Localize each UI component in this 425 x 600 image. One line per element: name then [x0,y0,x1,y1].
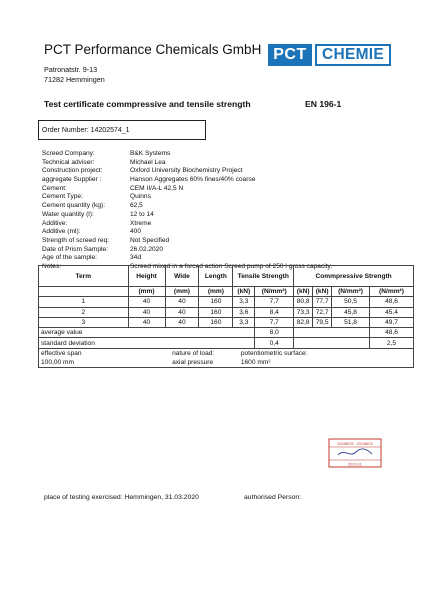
header-length: Length [199,266,233,287]
table-header-row [39,266,414,287]
info-row [42,211,332,220]
unit-cell: (N/mm²) [332,287,370,297]
info-label: Screed Company: [42,150,95,157]
average-label: average value [39,328,255,338]
stddev-tensile: 0,4 [255,338,294,348]
place-of-testing: place of testing exercised: Hemmingen, 31.03.2020 [44,494,199,501]
info-label: Cement quantity (kg): [42,202,106,210]
cell-comp-nmm-corr: 48,6 [370,297,414,307]
address-city: 71282 Hemmingen [44,75,105,84]
document-title: Test certificate commpressive and tensile strength [44,99,251,109]
company-name: PCT Performance Chemicals GmbH [44,42,262,57]
table-row [39,317,414,327]
strength-table [38,262,414,368]
spec-label-row [39,348,414,358]
info-row [42,202,332,211]
cell-comp-kn-a: 80,8 [294,297,313,307]
header-compressive: Commpressive Strength [294,266,414,287]
average-row [39,328,414,338]
info-label: Date of Prism Sample: [42,245,108,253]
info-row [42,167,332,176]
cell-tensile-nmm: 8,4 [255,307,294,317]
cell-comp-kn-b: 77,7 [313,297,332,307]
logo-pct: PCT [268,44,312,66]
info-value: Xtreme [130,219,152,227]
cell-comp-nmm-corr: 49,7 [370,317,414,327]
cell-tensile-kn: 3,6 [233,307,255,317]
stddev-compressive: 2,5 [370,338,414,348]
cell-wide: 40 [165,297,199,307]
unit-cell: (N/mm²) [370,287,414,297]
load-value: axial pressure [128,358,233,368]
address-street: Patronatstr. 9-13 [44,65,98,74]
cell-wide: 40 [165,307,199,317]
cell-height: 40 [128,297,165,307]
cell-comp-kn-a: 73,3 [294,307,313,317]
info-label: Construction project: [42,167,103,175]
info-value: B&K Systems [130,150,171,157]
info-label: Additive (ml): [42,228,81,236]
info-value: 12 to 14 [130,210,154,218]
info-value: Oxford University Biochemistry Project [130,167,243,175]
surface-label: potentiometric surface: [233,348,414,358]
cell-height: 40 [128,307,165,317]
info-label: Water quantity (l): [42,210,94,218]
unit-cell: (kN) [313,287,332,297]
info-label: Cement Type: [42,193,83,201]
cell-tensile-nmm: 7,7 [255,297,294,307]
info-row [42,185,332,194]
unit-cell: (mm) [165,287,199,297]
info-value: Michael Lea [130,158,166,166]
info-value: 62,5 [130,202,143,210]
unit-cell: (mm) [199,287,233,297]
average-tensile: 8,0 [255,328,294,338]
info-value: 26.02.2020 [130,245,164,253]
cell-comp-nmm: 45,8 [332,307,370,317]
cell-wide: 40 [165,317,199,327]
info-value: Hanson Aggregates 60% fines/40% coarse [130,176,256,184]
order-number: Order Number: 14202574_1 [42,127,130,134]
cell-comp-nmm: 51,8 [332,317,370,327]
cell-tensile-kn: 3,3 [233,317,255,327]
span-value: 100,00 mm [39,358,129,368]
info-label: Additive: [42,219,68,227]
logo-chemie: CHEMIE [315,44,391,66]
info-label: Strength of screed req: [42,236,110,244]
norm-reference: EN 196-1 [305,99,342,109]
info-label: Age of the sample: [42,254,97,262]
surface-value: 1600 mm² [233,358,414,368]
stddev-row [39,338,414,348]
header-height: Height [128,266,165,287]
info-value: 34d [130,254,142,262]
info-value: 400 [130,228,142,236]
load-label: nature of load: [128,348,233,358]
info-value: Not Specified [130,236,170,244]
info-row [42,220,332,229]
cell-length: 160 [199,317,233,327]
cell-length: 160 [199,307,233,317]
cell-comp-nmm-corr: 45,4 [370,307,414,317]
info-label: Technical adviser: [42,158,95,166]
info-value: Screed mixed in a forced action Screed pump of 250 l gross capacity. [130,262,333,270]
cell-comp-kn-b: 79,5 [313,317,332,327]
pct-chemie-logo [268,44,391,66]
stddev-label: standard deviation [39,338,255,348]
approval-stamp [328,438,382,468]
cell-term: 2 [39,307,129,317]
info-label: Cement: [42,184,67,192]
authorised-person: authorised Person: [244,494,302,501]
info-row [42,159,332,168]
sample-info [42,150,332,272]
info-row [42,193,332,202]
table-row [39,297,414,307]
header-tensile: Tensile Strength [233,266,294,287]
span-label: effective span [39,348,129,358]
info-value: Quinns [130,193,151,201]
order-number-box [38,120,206,140]
header-wide: Wide [165,266,199,287]
cell-height: 40 [128,317,165,327]
cell-comp-kn-b: 72,7 [313,307,332,317]
info-row [42,237,332,246]
cell-comp-kn-a: 82,8 [294,317,313,327]
cell-tensile-nmm: 7,7 [255,317,294,327]
info-label: aggregate Supplier : [42,176,102,184]
header-term: Term [39,266,129,287]
unit-cell: (N/mm²) [255,287,294,297]
info-row [42,228,332,237]
stamp-graphic [328,438,382,468]
info-value: CEM II/A-L 42,5 N [130,184,184,192]
info-label: Notes: [42,262,62,270]
units-row [39,287,414,297]
info-row [42,246,332,255]
info-row [42,176,332,185]
info-row [42,254,332,263]
average-compressive: 48,6 [370,328,414,338]
stamp-date: 2019-11 [348,462,362,467]
cell-term: 3 [39,317,129,327]
cell-tensile-kn: 3,3 [233,297,255,307]
table-row [39,307,414,317]
unit-cell: (kN) [294,287,313,297]
unit-cell: (mm) [128,287,165,297]
unit-cell: (kN) [233,287,255,297]
info-row [42,150,332,159]
spec-value-row [39,358,414,368]
cell-length: 160 [199,297,233,307]
cell-comp-nmm: 50,5 [332,297,370,307]
cell-term: 1 [39,297,129,307]
stamp-text: 20198675 · 20198675 [337,442,373,446]
